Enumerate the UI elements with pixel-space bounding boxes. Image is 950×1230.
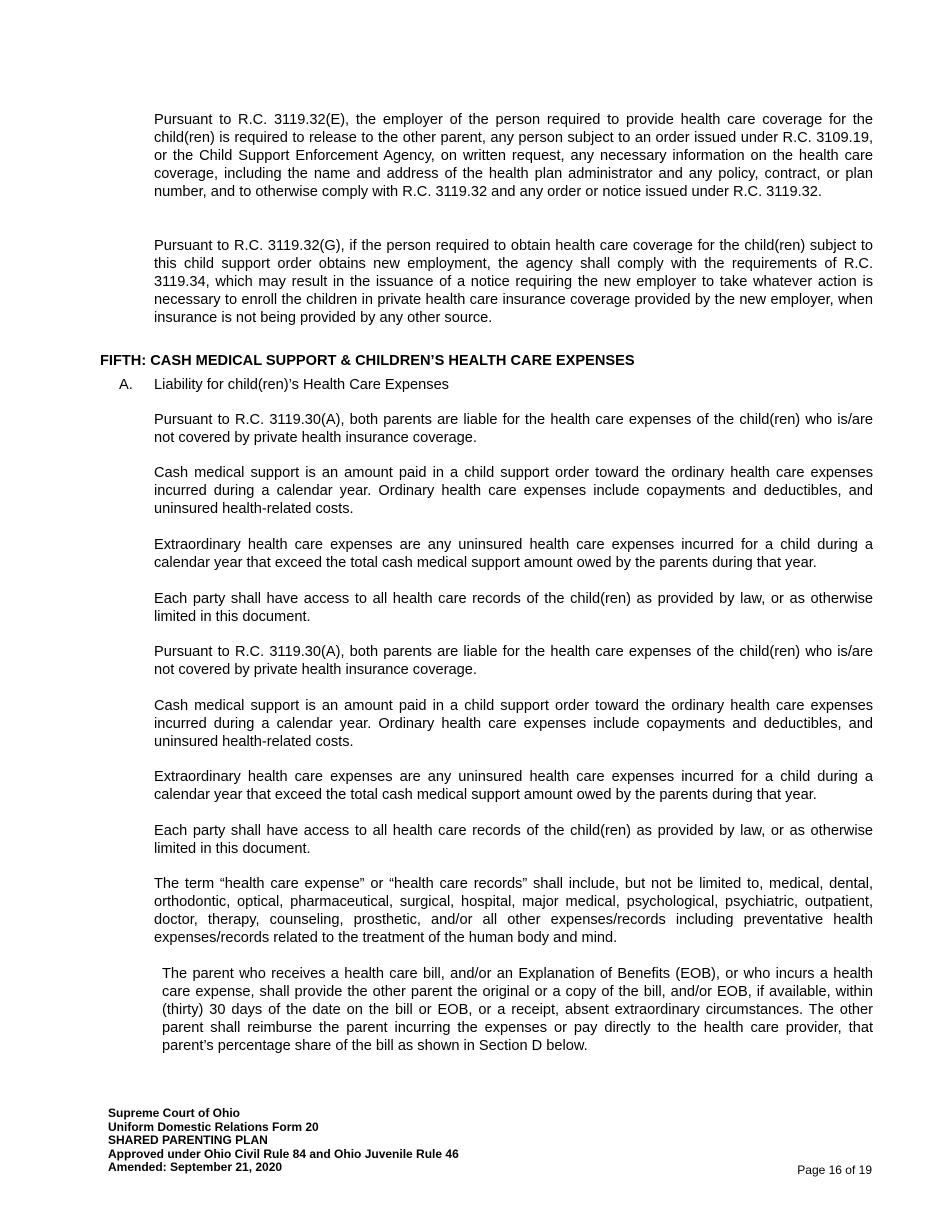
- paragraph-term-definition: The term “health care expense” or “health care records” shall include, but not be limited to, medical, dental, orthodontic, optical, pharmaceutical, surgical, hospital, major medical, psychological, psychiatric, outpatient, doctor, therapy, counseling, prosthetic, and/or all other expenses/records including preventative health expenses/records related to the treatment of the human body and mind.: [154, 876, 873, 946]
- paragraph-extraordinary-2: Extraordinary health care expenses are any uninsured health care expenses incurred for a child during a calendar year that exceed the total cash medical support amount owed by the parents during that year.: [154, 769, 873, 803]
- footer-amended: Amended: September 21, 2020: [108, 1160, 283, 1174]
- footer-form: Uniform Domestic Relations Form 20: [108, 1119, 319, 1134]
- paragraph-extraordinary-1: Extraordinary health care expenses are any uninsured health care expenses incurred for a child during a calendar year that exceed the total cash medical support amount owed by the parents during that year.: [154, 537, 873, 571]
- section-heading: FIFTH: CASH MEDICAL SUPPORT & CHILDREN’S HEALTH CARE EXPENSES: [100, 353, 635, 369]
- paragraph-liability-1: Pursuant to R.C. 3119.30(A), both parents are liable for the health care expenses of the child(ren) who is/are not covered by private health insurance coverage.: [154, 412, 873, 446]
- paragraph-liability-2: Pursuant to R.C. 3119.30(A), both parents are liable for the health care expenses of the child(ren) who is/are not covered by private health insurance coverage.: [154, 644, 873, 678]
- paragraph-employer-release: Pursuant to R.C. 3119.32(E), the employer of the person required to provide health care coverage for the child(ren) is required to release to the other parent, any person subject to an order issued under R.C. 3109.19, or the Child Support Enforcement Agency, on written request, any necessary information on the health care coverage, including the name and address of the health plan administrator and any policy, contract, or plan number, and to otherwise comply with R.C. 3119.32 and any order or notice issued under R.C. 3119.32.: [154, 112, 873, 200]
- paragraph-access-2: Each party shall have access to all health care records of the child(ren) as provided by law, or as otherwise limited in this document.: [154, 823, 873, 857]
- subsection-letter: A.: [119, 377, 133, 393]
- footer-approved: Approved under Ohio Civil Rule 84 and Ohio Juvenile Rule 46: [108, 1146, 459, 1161]
- paragraph-new-employment: Pursuant to R.C. 3119.32(G), if the person required to obtain health care coverage for the child(ren) subject to this child support order obtains new employment, the agency shall comply with the requirements of R.C. 3119.34, which may result in the issuance of a notice requiring the new employer to take whatever action is necessary to enroll the children in private health care insurance coverage provided by the new employer, when insurance is not being provided by any other source.: [154, 238, 873, 326]
- footer-block: [108, 1107, 459, 1175]
- footer-court: Supreme Court of Ohio: [108, 1106, 240, 1120]
- paragraph-cash-medical-2: Cash medical support is an amount paid in a child support order toward the ordinary health care expenses incurred during a calendar year. Ordinary health care expenses include copayments and deductibles, and uninsured health-related costs.: [154, 698, 873, 750]
- subsection-title: Liability for child(ren)’s Health Care Expenses: [154, 377, 449, 393]
- paragraph-bill-reimbursement: The parent who receives a health care bill, and/or an Explanation of Benefits (EOB), or who incurs a health care expense, shall provide the other parent the original or a copy of the bill, and/or EOB, if available, within (thirty) 30 days of the date on the bill or EOB, or a receipt, absent extraordinary circumstances. The other parent shall reimburse the parent incurring the expenses or pay directly to the health care provider, that parent’s percentage share of the bill as shown in Section D below.: [162, 966, 873, 1054]
- paragraph-cash-medical-1: Cash medical support is an amount paid in a child support order toward the ordinary health care expenses incurred during a calendar year. Ordinary health care expenses include copayments and deductibles, and uninsured health-related costs.: [154, 465, 873, 517]
- footer-plan: SHARED PARENTING PLAN: [108, 1133, 268, 1147]
- page-number: Page 16 of 19: [797, 1163, 872, 1177]
- paragraph-access-1: Each party shall have access to all health care records of the child(ren) as provided by law, or as otherwise limited in this document.: [154, 591, 873, 625]
